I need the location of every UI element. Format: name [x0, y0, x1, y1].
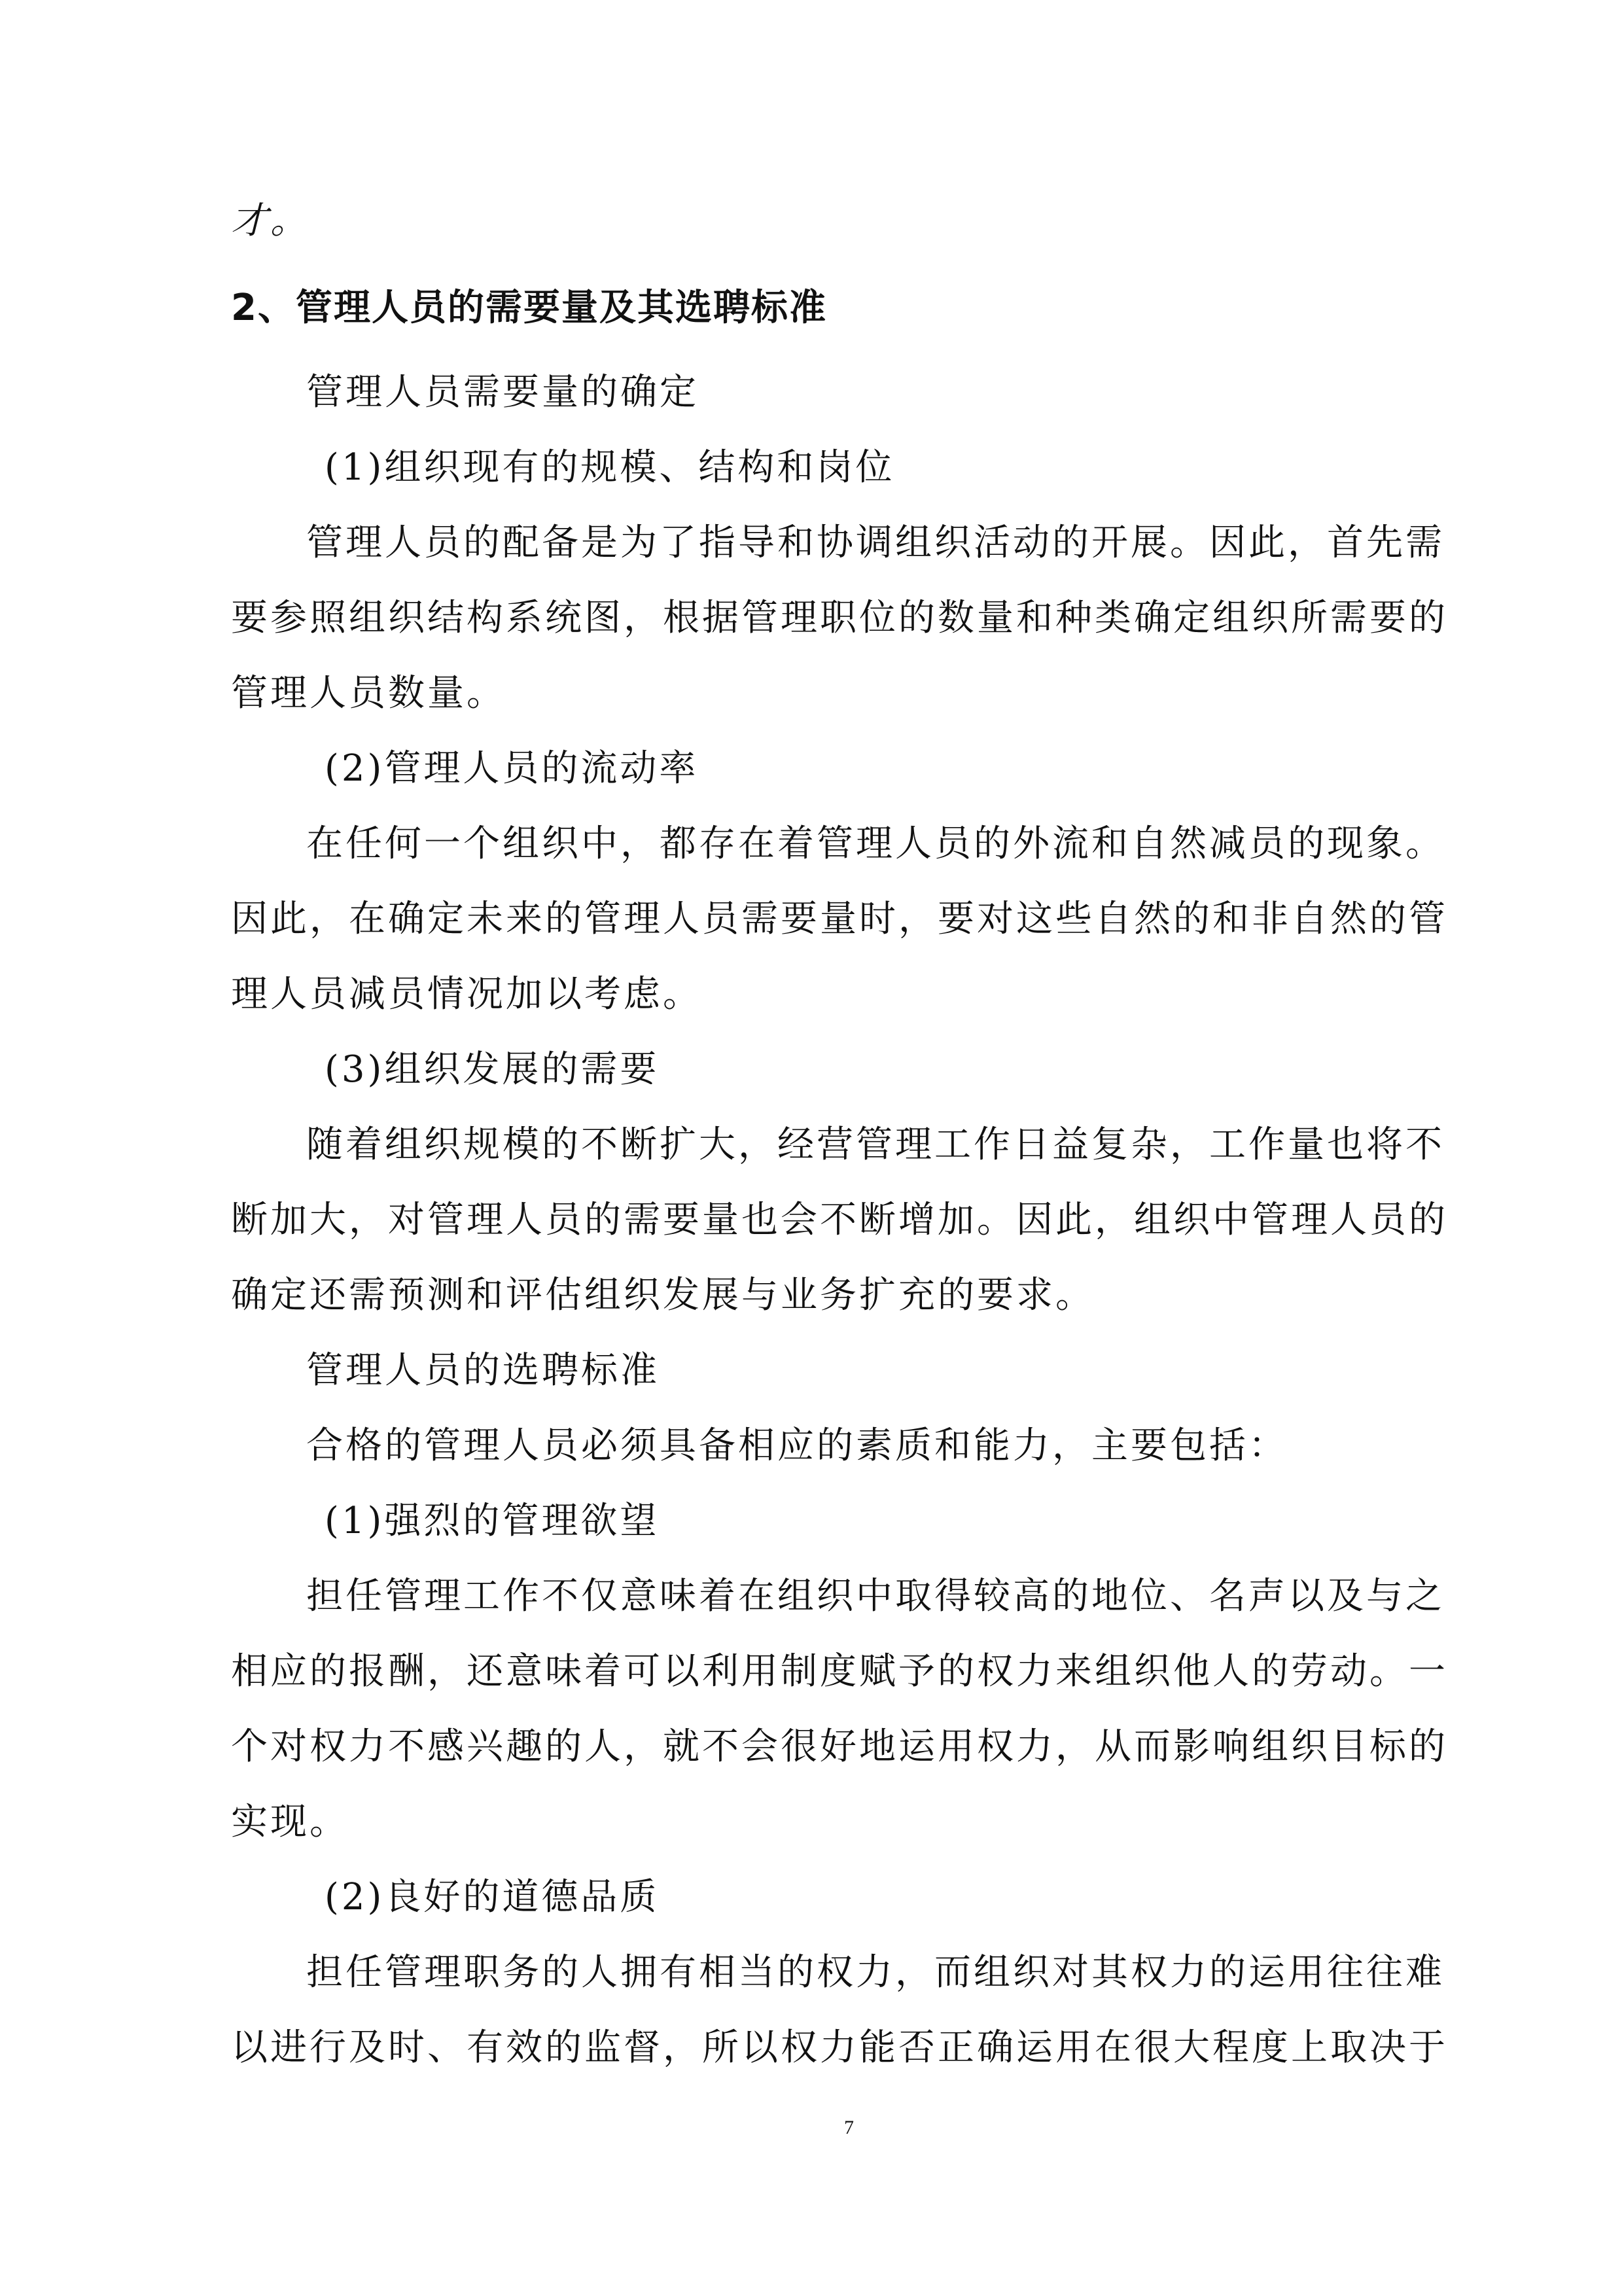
paragraph-line: 在任何一个组织中，都存在着管理人员的外流和自然减员的现象。	[306, 822, 1445, 865]
list-item-title: (2)良好的道德品质	[325, 1876, 660, 1918]
list-item-title: (3)组织发展的需要	[325, 1048, 660, 1091]
paragraph-line: 合格的管理人员必须具备相应的素质和能力，主要包括：	[306, 1424, 1288, 1467]
paragraph-line: 担任管理职务的人拥有相当的权力，而组织对其权力的运用往往难	[306, 1951, 1445, 1994]
paragraph-line: 断加大，对管理人员的需要量也会不断增加。因此，组织中管理人员的	[231, 1199, 1448, 1241]
paragraph-line: 确定还需预测和评估组织发展与业务扩充的要求。	[231, 1274, 1095, 1316]
page-number: 7	[844, 2117, 854, 2138]
subheading: 管理人员需要量的确定	[306, 371, 699, 414]
paragraph-line: 实现。	[231, 1801, 349, 1843]
paragraph-line: 理人员减员情况加以考虑。	[231, 973, 702, 1016]
paragraph-line: 管理人员数量。	[231, 672, 506, 715]
paragraph-line: 管理人员的配备是为了指导和协调组织活动的开展。因此，首先需	[306, 521, 1445, 564]
paragraph-line: 要参照组织结构系统图，根据管理职位的数量和种类确定组织所需要的	[231, 597, 1448, 639]
subheading: 管理人员的选聘标准	[306, 1349, 660, 1392]
paragraph-line: 随着组织规模的不断扩大，经营管理工作日益复杂，工作量也将不	[306, 1123, 1445, 1166]
paragraph-line: 因此，在确定未来的管理人员需要量时，要对这些自然的和非自然的管	[231, 898, 1448, 940]
paragraph-line: 个对权力不感兴趣的人，就不会很好地运用权力，从而影响组织目标的	[231, 1725, 1448, 1768]
text-line: 才。	[231, 200, 309, 242]
list-item-title: (2)管理人员的流动率	[325, 747, 699, 790]
paragraph-line: 以进行及时、有效的监督，所以权力能否正确运用在很大程度上取决于	[231, 2026, 1448, 2069]
list-item-title: (1)强烈的管理欲望	[325, 1500, 660, 1542]
list-item-title: (1)组织现有的规模、结构和岗位	[325, 446, 895, 489]
section-heading: 2、管理人员的需要量及其选聘标准	[231, 287, 827, 329]
paragraph-line: 担任管理工作不仅意味着在组织中取得较高的地位、名声以及与之	[306, 1575, 1445, 1617]
paragraph-line: 相应的报酬，还意味着可以利用制度赋予的权力来组织他人的劳动。一	[231, 1650, 1448, 1693]
